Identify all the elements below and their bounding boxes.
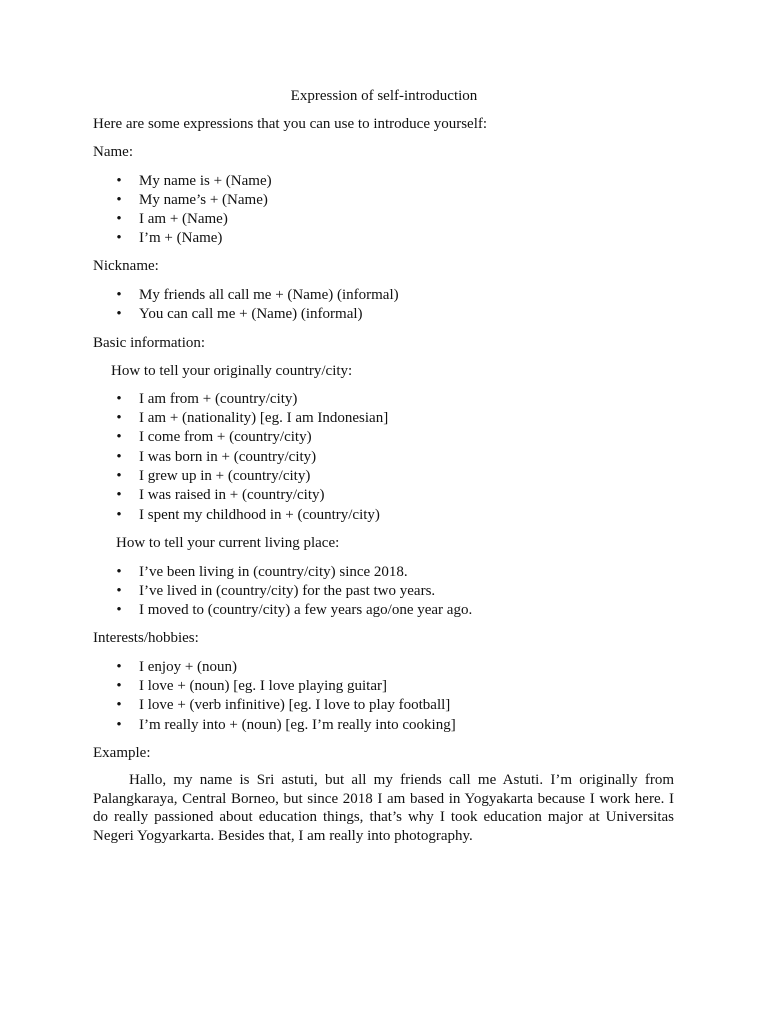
name-heading: Name:: [93, 144, 133, 160]
bullet-icon: •: [116, 717, 122, 733]
document-title: Expression of self-introduction: [290, 88, 478, 104]
living-place-subheading: How to tell your current living place:: [116, 535, 340, 551]
bullet-icon: •: [116, 230, 122, 246]
bullet-icon: •: [116, 306, 122, 322]
list-item-text: I’ve been living in (country/city) since 2018.: [139, 564, 408, 580]
list-item-text: I’ve lived in (country/city) for the past two years.: [139, 583, 436, 599]
example-heading: Example:: [93, 745, 151, 761]
list-item-text: I am + (Name): [139, 211, 228, 227]
list-item-text: I love + (verb infinitive) [eg. I love to play football]: [139, 697, 451, 713]
list-item-text: I enjoy + (noun): [139, 659, 238, 675]
basic-info-heading: Basic information:: [93, 335, 206, 351]
bullet-icon: •: [116, 487, 122, 503]
list-item-text: My name’s + (Name): [139, 192, 268, 208]
bullet-icon: •: [116, 449, 122, 465]
bullet-icon: •: [116, 659, 122, 675]
bullet-icon: •: [116, 429, 122, 445]
list-item-text: I moved to (country/city) a few years ago/one year ago.: [139, 602, 473, 618]
list-item-text: I grew up in + (country/city): [139, 468, 311, 484]
bullet-icon: •: [116, 211, 122, 227]
list-item-text: I spent my childhood in + (country/city): [139, 507, 380, 523]
bullet-icon: •: [116, 697, 122, 713]
list-item-text: I’m + (Name): [139, 230, 223, 246]
bullet-icon: •: [116, 192, 122, 208]
origin-subheading: How to tell your originally country/city:: [111, 363, 353, 379]
bullet-icon: •: [116, 391, 122, 407]
list-item-text: I was raised in + (country/city): [139, 487, 325, 503]
bullet-icon: •: [116, 173, 122, 189]
list-item-text: I was born in + (country/city): [139, 449, 317, 465]
intro-text: Here are some expressions that you can use to introduce yourself:: [93, 116, 488, 132]
bullet-icon: •: [116, 564, 122, 580]
list-item-text: My friends all call me + (Name) (informal): [139, 287, 399, 303]
bullet-icon: •: [116, 583, 122, 599]
list-item-text: I come from + (country/city): [139, 429, 312, 445]
list-item-text: I’m really into + (noun) [eg. I’m really into cooking]: [139, 717, 456, 733]
list-item-text: I love + (noun) [eg. I love playing guitar]: [139, 678, 387, 694]
bullet-icon: •: [116, 678, 122, 694]
example-paragraph: Hallo, my name is Sri astuti, but all my friends call me Astuti. I’m originally from Palangkaraya, Central Borneo, but since 2018 I am based in Yogyakarta because I work here. I do really passioned about education things, that’s why I took education major at Universitas Negeri Yogyarkarta. Besides that, I am really into photography.: [93, 772, 674, 844]
bullet-icon: •: [116, 602, 122, 618]
bullet-icon: •: [116, 507, 122, 523]
bullet-icon: •: [116, 468, 122, 484]
nickname-heading: Nickname:: [93, 258, 159, 274]
list-item-text: I am + (nationality) [eg. I am Indonesian]: [139, 410, 389, 426]
interests-heading: Interests/hobbies:: [93, 630, 199, 646]
list-item-text: You can call me + (Name) (informal): [139, 306, 363, 322]
list-item-text: My name is + (Name): [139, 173, 272, 189]
bullet-icon: •: [116, 410, 122, 426]
bullet-icon: •: [116, 287, 122, 303]
list-item-text: I am from + (country/city): [139, 391, 298, 407]
